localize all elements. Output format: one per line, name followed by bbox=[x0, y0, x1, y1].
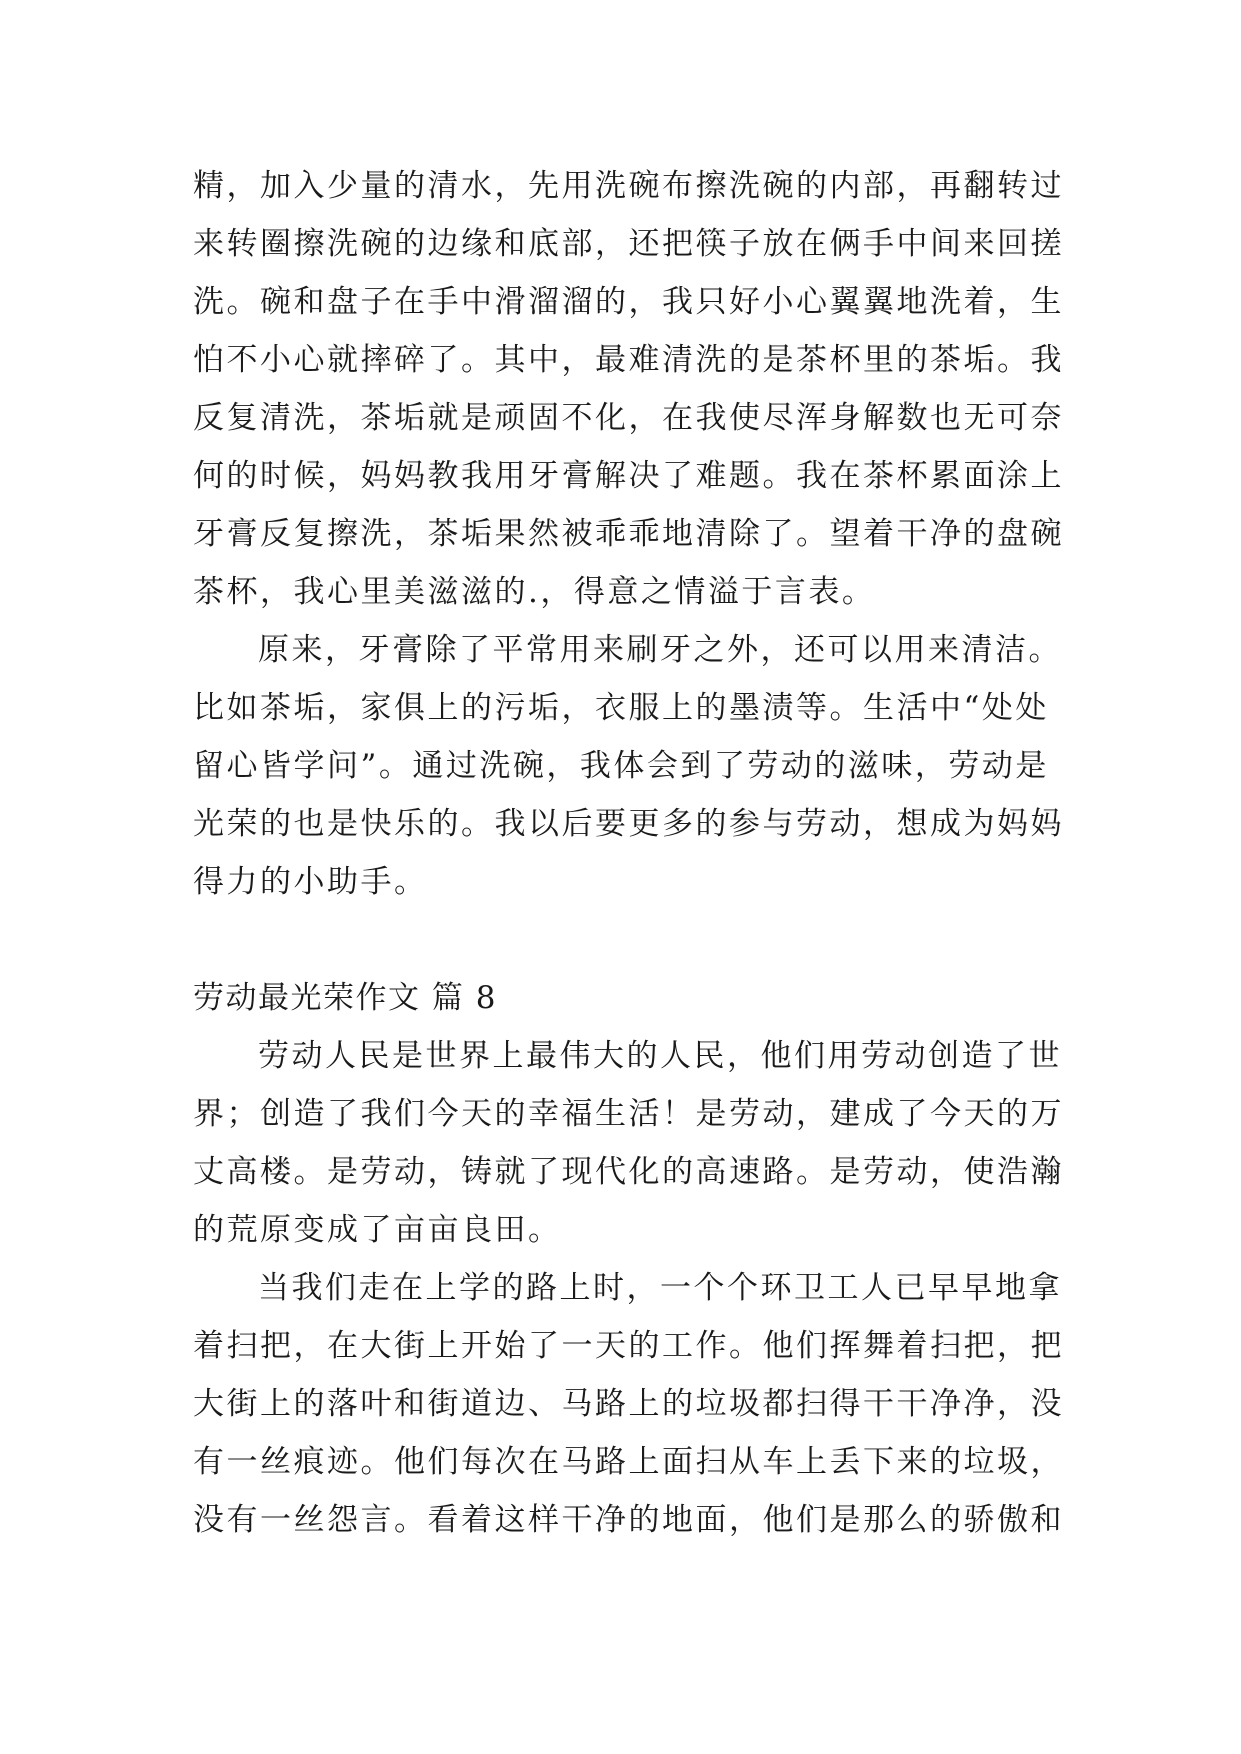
text-line: 光荣的也是快乐的。我以后要更多的参与劳动，想成为妈妈 bbox=[193, 806, 1064, 842]
text-line: 当我们走在上学的路上时，一个个环卫工人已早早地拿 bbox=[258, 1270, 1062, 1306]
text-line: 反复清洗，茶垢就是顽固不化，在我使尽浑身解数也无可奈 bbox=[193, 400, 1064, 436]
text-line: 精，加入少量的清水，先用洗碗布擦洗碗的内部，再翻转过 bbox=[193, 168, 1064, 204]
section-title: 劳动最光荣作文 篇 8 bbox=[193, 980, 497, 1016]
text-line: 留心皆学问”。通过洗碗，我体会到了劳动的滋味，劳动是 bbox=[193, 748, 1049, 784]
text-line: 原来，牙膏除了平常用来刷牙之外，还可以用来清洁。 bbox=[258, 632, 1062, 668]
text-line: 洗。碗和盘子在手中滑溜溜的，我只好小心翼翼地洗着，生 bbox=[193, 284, 1064, 320]
text-line: 比如茶垢，家俱上的污垢，衣服上的墨渍等。生活中“处处 bbox=[193, 690, 1049, 726]
text-line: 劳动人民是世界上最伟大的人民，他们用劳动创造了世 bbox=[258, 1038, 1062, 1074]
text-line: 丈高楼。是劳动，铸就了现代化的高速路。是劳动，使浩瀚 bbox=[193, 1154, 1064, 1190]
text-line: 的荒原变成了亩亩良田。 bbox=[193, 1212, 562, 1248]
text-line: 得力的小助手。 bbox=[193, 864, 428, 900]
text-line: 界；创造了我们今天的幸福生活！是劳动，建成了今天的万 bbox=[193, 1096, 1064, 1132]
text-line: 来转圈擦洗碗的边缘和底部，还把筷子放在俩手中间来回搓 bbox=[193, 226, 1064, 262]
text-line: 怕不小心就摔碎了。其中，最难清洗的是茶杯里的茶垢。我 bbox=[193, 342, 1064, 378]
text-line: 牙膏反复擦洗，茶垢果然被乖乖地清除了。望着干净的盘碗 bbox=[193, 516, 1064, 552]
text-line: 大街上的落叶和街道边、马路上的垃圾都扫得干干净净，没 bbox=[193, 1386, 1064, 1422]
text-line: 着扫把，在大街上开始了一天的工作。他们挥舞着扫把，把 bbox=[193, 1328, 1064, 1364]
text-line: 没有一丝怨言。看着这样干净的地面，他们是那么的骄傲和 bbox=[193, 1502, 1064, 1538]
text-line: 何的时候，妈妈教我用牙膏解决了难题。我在茶杯累面涂上 bbox=[193, 458, 1064, 494]
text-line: 有一丝痕迹。他们每次在马路上面扫从车上丢下来的垃圾， bbox=[193, 1444, 1064, 1480]
text-line: 茶杯，我心里美滋滋的.，得意之情溢于言表。 bbox=[193, 574, 876, 610]
